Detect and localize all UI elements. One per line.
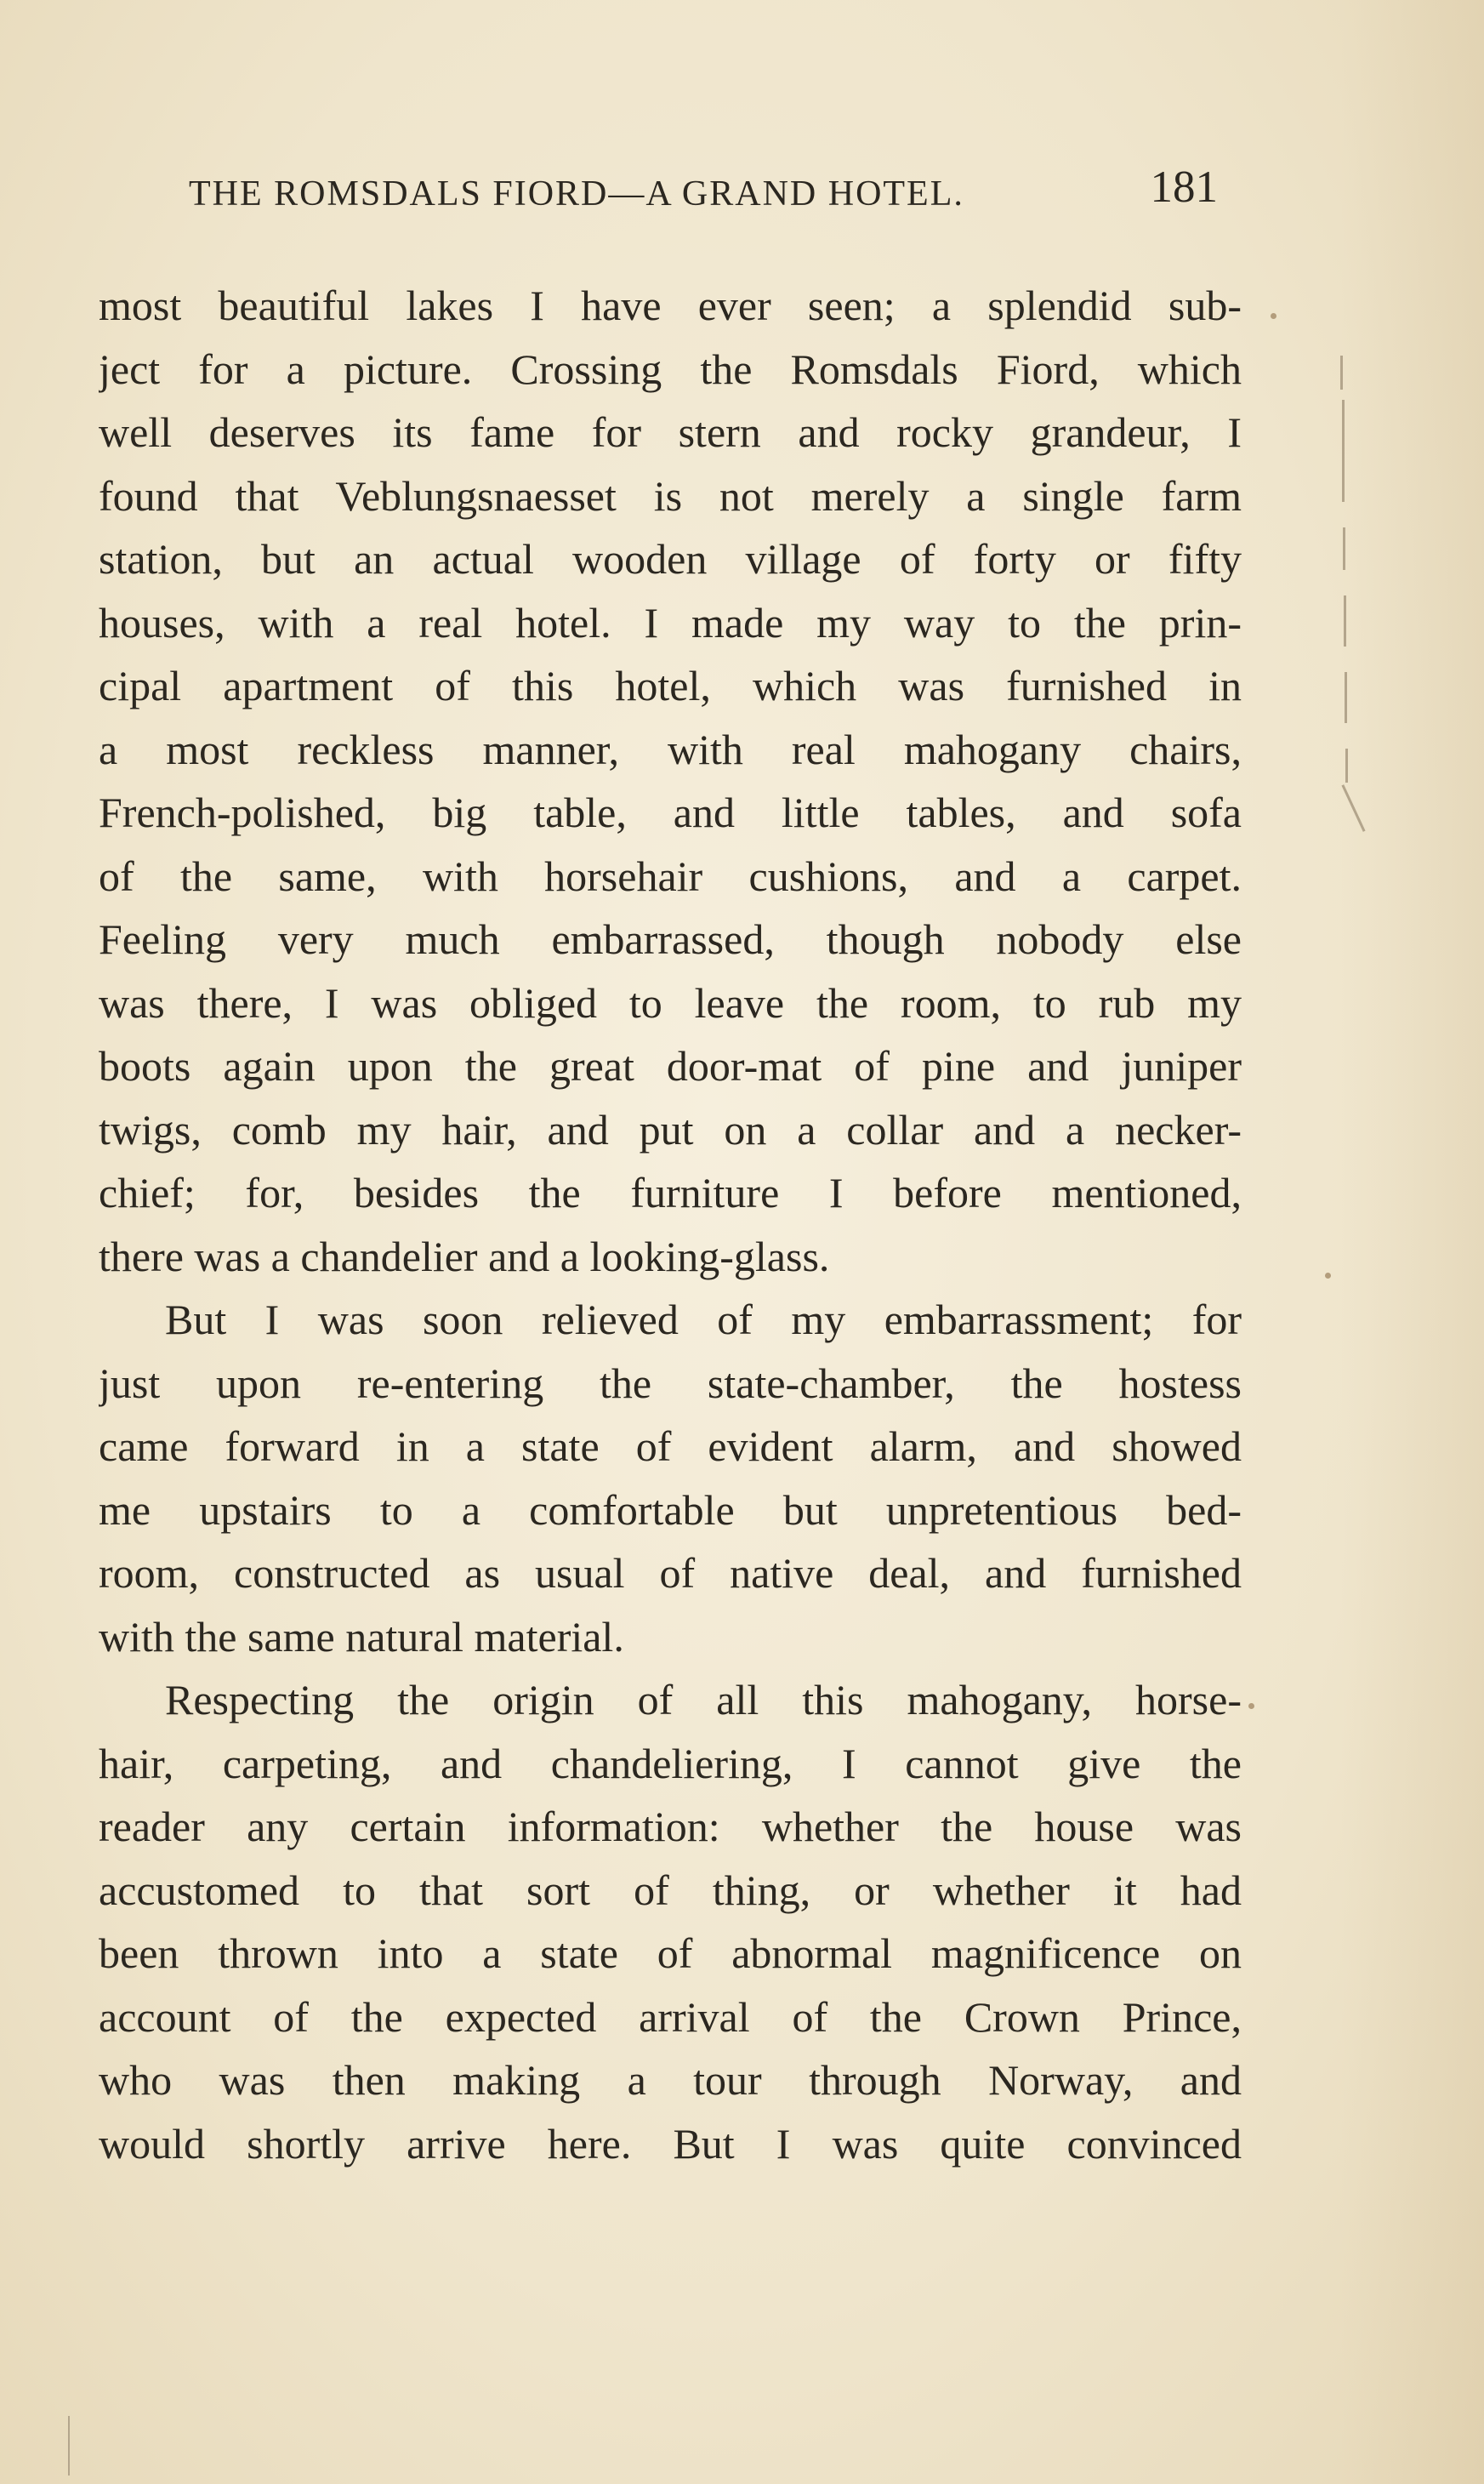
- text-line: boots again upon the great door-mat of pine and juniper: [99, 1042, 1242, 1090]
- text-line: room, constructed as usual of native deal, and furnished: [99, 1549, 1242, 1597]
- text-line: station, but an actual wooden village of forty or fifty: [99, 535, 1242, 583]
- text-line: well deserves its fame for stern and rocky grandeur, I: [99, 408, 1242, 456]
- text-line: chief; for, besides the furniture I before mentioned,: [99, 1169, 1242, 1216]
- text-line: account of the expected arrival of the Crown Prince,: [99, 1992, 1242, 2041]
- page-edge-shading: [1339, 0, 1484, 2484]
- margin-mark: [1340, 356, 1343, 390]
- text-line: found that Veblungsnaesset is not merely a single farm: [99, 471, 1242, 520]
- text-line: who was then making a tour through Norway, and: [99, 2056, 1242, 2104]
- ink-speck: [1325, 1273, 1331, 1279]
- text-line: accustomed to that sort of thing, or whether it had: [99, 1866, 1242, 1914]
- text-line: a most reckless manner, with real mahogany chairs,: [99, 725, 1242, 773]
- text-line: twigs, comb my hair, and put on a collar and a necker-: [99, 1105, 1242, 1154]
- margin-mark: [68, 2416, 70, 2475]
- text-line: me upstairs to a comfortable but unpretentious bed-: [99, 1485, 1242, 1534]
- margin-mark: [1342, 400, 1345, 502]
- margin-mark: [1343, 527, 1345, 570]
- body-text: [99, 274, 1242, 2175]
- text-line: would shortly arrive here. But I was quite convinced: [99, 2119, 1242, 2168]
- text-line: was there, I was obliged to leave the room, to rub my: [99, 978, 1242, 1027]
- text-line: just upon re-entering the state-chamber, the hostess: [99, 1359, 1242, 1407]
- page-number: 181: [1150, 162, 1218, 212]
- text-line: cipal apartment of this hotel, which was furnished in: [99, 662, 1242, 709]
- text-line: there was a chandelier and a looking-glass.: [99, 1232, 830, 1280]
- text-line: Respecting the origin of all this mahogany, horse-: [165, 1676, 1242, 1723]
- text-line: been thrown into a state of abnormal magnificence on: [99, 1929, 1242, 1977]
- page-header: [189, 160, 1218, 228]
- margin-mark: [1345, 749, 1348, 783]
- ink-speck: [1271, 313, 1276, 319]
- text-line: But I was soon relieved of my embarrassment; for: [165, 1296, 1242, 1343]
- margin-mark: [1345, 672, 1347, 723]
- text-line: came forward in a state of evident alarm, and showed: [99, 1422, 1242, 1470]
- text-line: Feeling very much embarrassed, though nobody else: [99, 915, 1242, 963]
- running-head: THE ROMSDALS FIORD—A GRAND HOTEL.: [189, 174, 964, 214]
- text-line: hair, carpeting, and chandeliering, I cannot give the: [99, 1739, 1242, 1787]
- text-line: most beautiful lakes I have ever seen; a splendid sub-: [99, 282, 1242, 329]
- text-line: reader any certain information: whether the house was: [99, 1803, 1242, 1850]
- margin-mark: [1344, 595, 1346, 647]
- ink-speck: [1248, 1703, 1254, 1709]
- text-line: with the same natural material.: [99, 1612, 624, 1661]
- text-line: houses, with a real hotel. I made my way to the prin-: [99, 598, 1242, 647]
- text-line: ject for a picture. Crossing the Romsdals Fiord, which: [99, 345, 1242, 393]
- text-line: of the same, with horsehair cushions, and a carpet.: [99, 852, 1242, 900]
- text-line: French-polished, big table, and little tables, and sofa: [99, 789, 1242, 836]
